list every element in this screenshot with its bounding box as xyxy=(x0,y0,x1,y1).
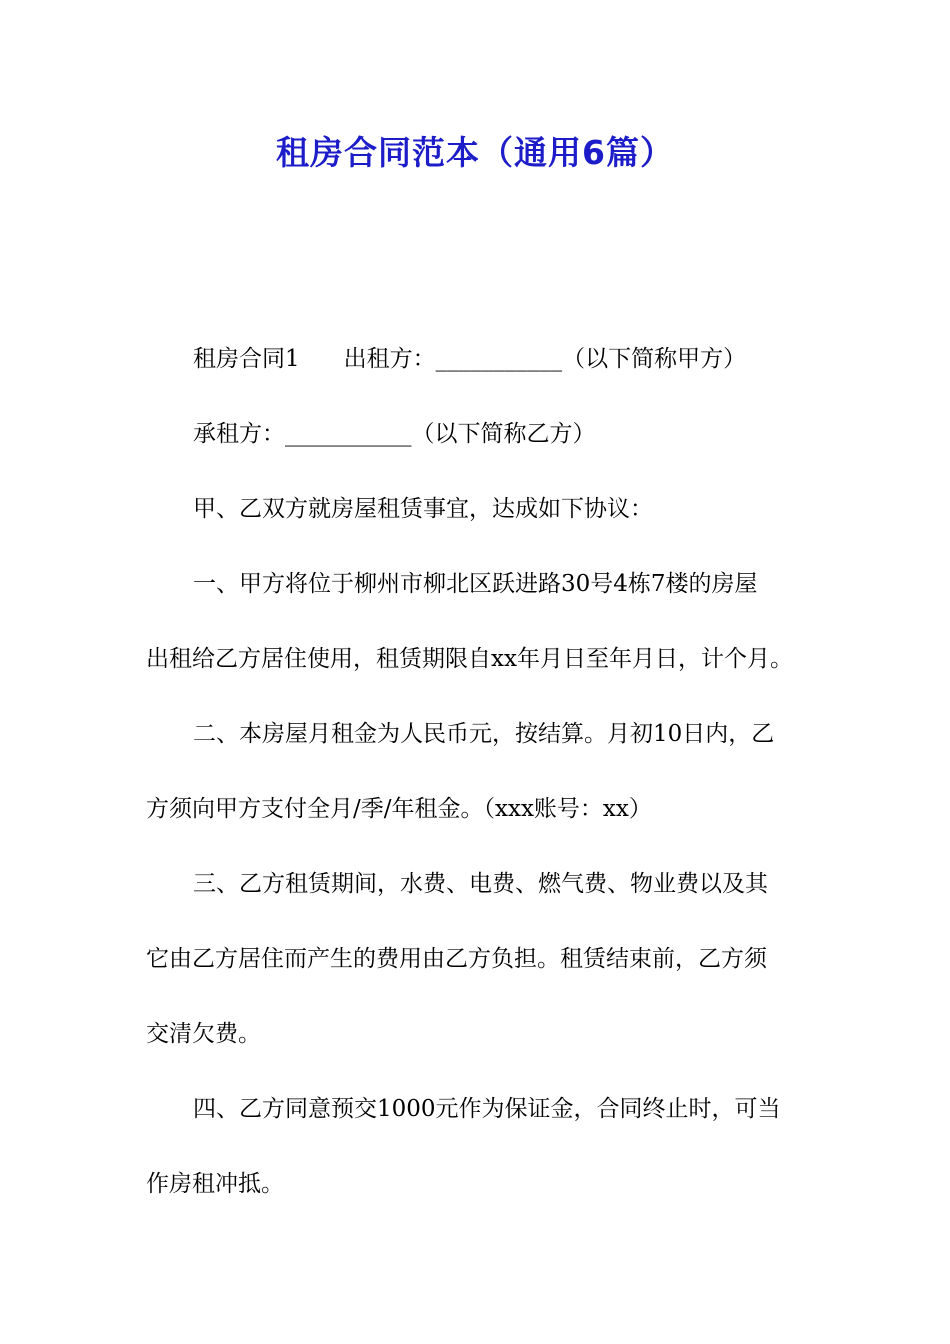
lessee-field: 承租方：___________（以下简称乙方） xyxy=(193,421,596,447)
agreement-intro: 甲、乙双方就房屋租赁事宜，达成如下协议： xyxy=(193,496,653,522)
clause-3-line-1: 三、乙方租赁期间，水费、电费、燃气费、物业费以及其 xyxy=(193,871,768,897)
clause-1-line-1: 一、甲方将位于柳州市柳北区跃进路30号4栋7楼的房屋 xyxy=(193,571,758,597)
clause-4-line-2: 作房租冲抵。 xyxy=(146,1171,284,1197)
clause-2-line-2: 方须向甲方支付全月/季/年租金。（xxx账号：xx） xyxy=(146,796,652,822)
clause-3-line-3: 交清欠费。 xyxy=(146,1021,261,1047)
contract-number: 租房合同1 xyxy=(193,346,300,372)
clause-1-line-2: 出租给乙方居住使用，租赁期限自xx年月日至年月日，计个月。 xyxy=(146,646,793,672)
document-title: 租房合同范本（通用6篇） xyxy=(276,133,674,172)
lessor-field: 出租方：___________（以下简称甲方） xyxy=(343,346,747,372)
contract-line-1 xyxy=(193,343,816,375)
clause-4-line-1: 四、乙方同意预交1000元作为保证金，合同终止时，可当 xyxy=(193,1096,781,1122)
clause-2-line-1: 二、本房屋月租金为人民币元，按结算。月初10日内，乙 xyxy=(193,721,775,747)
clause-3-line-2: 它由乙方居住而产生的费用由乙方负担。租赁结束前，乙方须 xyxy=(146,946,767,972)
